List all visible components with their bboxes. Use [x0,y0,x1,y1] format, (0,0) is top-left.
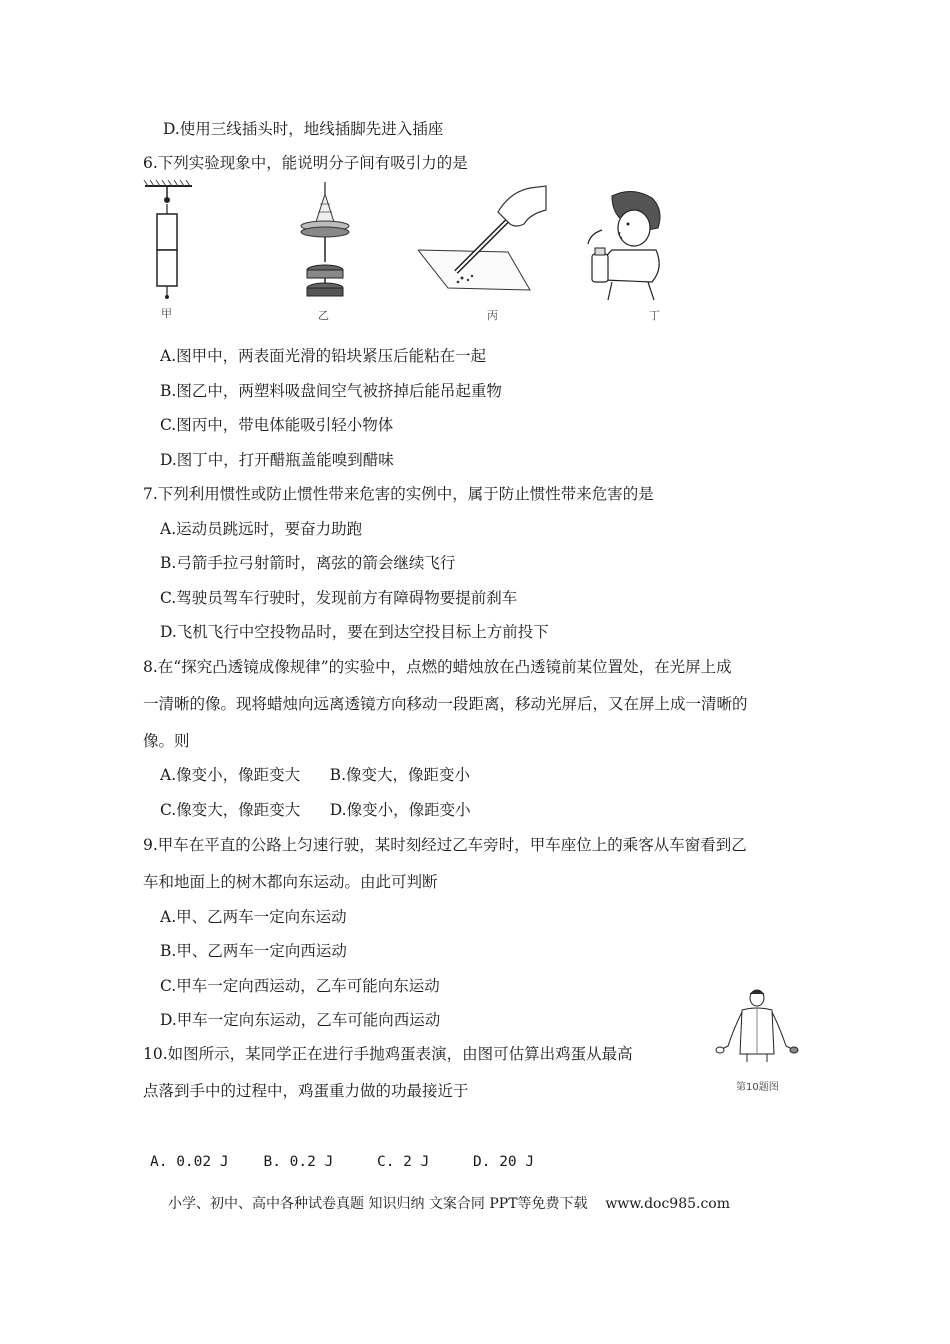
q7-option-b: B.弓箭手拉弓射箭时，离弦的箭会继续飞行 [160,554,456,572]
q10-stem-line-2: 点落到手中的过程中，鸡蛋重力做的功最接近于 [143,1082,469,1100]
q9-option-a: A.甲、乙两车一定向东运动 [160,908,347,926]
q10-figure-caption: 第10题图 [736,1082,779,1093]
page-footer: 小学、初中、高中各种试卷真题 知识归纳 文案合同 PPT等免费下载 www.doc985.com [168,1196,731,1212]
q10-options: A. 0.02 J B. 0.2 J C. 2 J D. 20 J [150,1154,535,1170]
q8-stem-line-1: 8.在“探究凸透镜成像规律”的实验中，点燃的蜡烛放在凸透镜前某位置处，在光屏上成 [143,658,732,676]
q6-figure-bing [418,180,548,300]
q6-option-d: D.图丁中，打开醋瓶盖能嗅到醋味 [160,451,394,469]
q7-option-a: A.运动员跳远时，要奋力助跑 [160,520,363,538]
q6-option-b: B.图乙中，两塑料吸盘间空气被挤掉后能吊起重物 [160,382,502,400]
q10-stem-line-1: 10.如图所示，某同学正在进行手抛鸡蛋表演，由图可估算出鸡蛋从最高 [143,1045,633,1063]
q6-label-bing: 丙 [487,309,498,322]
q6-label-yi: 乙 [318,309,329,322]
q9-stem-line-2: 车和地面上的树木都向东运动。由此可判断 [143,873,438,891]
q8-options-row-2: C.像变大，像距变大 D.像变小，像距变小 [160,801,471,819]
q7-option-d: D.飞机飞行中空投物品时，要在到达空投目标上方前投下 [160,623,549,641]
q9-option-d: D.甲车一定向东运动，乙车可能向西运动 [160,1011,441,1029]
q8-stem-line-2: 一清晰的像。现将蜡烛向远离透镜方向移动一段距离，移动光屏后，又在屏上成一清晰的 [143,695,748,713]
q9-option-c: C.甲车一定向西运动，乙车可能向东运动 [160,977,440,995]
q7-stem: 7.下列利用惯性或防止惯性带来危害的实例中，属于防止惯性带来危害的是 [143,485,654,503]
q6-option-c: C.图丙中，带电体能吸引轻小物体 [160,416,394,434]
q6-stem: 6.下列实验现象中，能说明分子间有吸引力的是 [143,154,468,172]
q6-label-jia: 甲 [161,307,172,320]
q6-figure-jia [140,180,200,305]
q10-figure [712,988,802,1072]
q9-option-b: B.甲、乙两车一定向西运动 [160,942,347,960]
q6-option-a: A.图甲中，两表面光滑的铅块紧压后能粘在一起 [160,347,487,365]
q6-figure-ding [582,190,672,302]
q7-option-c: C.驾驶员驾车行驶时，发现前方有障碍物要提前刹车 [160,589,518,607]
q6-label-ding: 丁 [649,309,660,322]
q8-stem-line-3: 像。则 [143,732,190,750]
q9-stem-line-1: 9.甲车在平直的公路上匀速行驶，某时刻经过乙车旁时，甲车座位上的乘客从车窗看到乙 [143,836,747,854]
q6-figure-yi [290,182,360,307]
q5-option-d: D.使用三线插头时，地线插脚先进入插座 [163,120,444,138]
q8-options-row-1: A.像变小，像距变大 B.像变大，像距变小 [160,766,471,784]
